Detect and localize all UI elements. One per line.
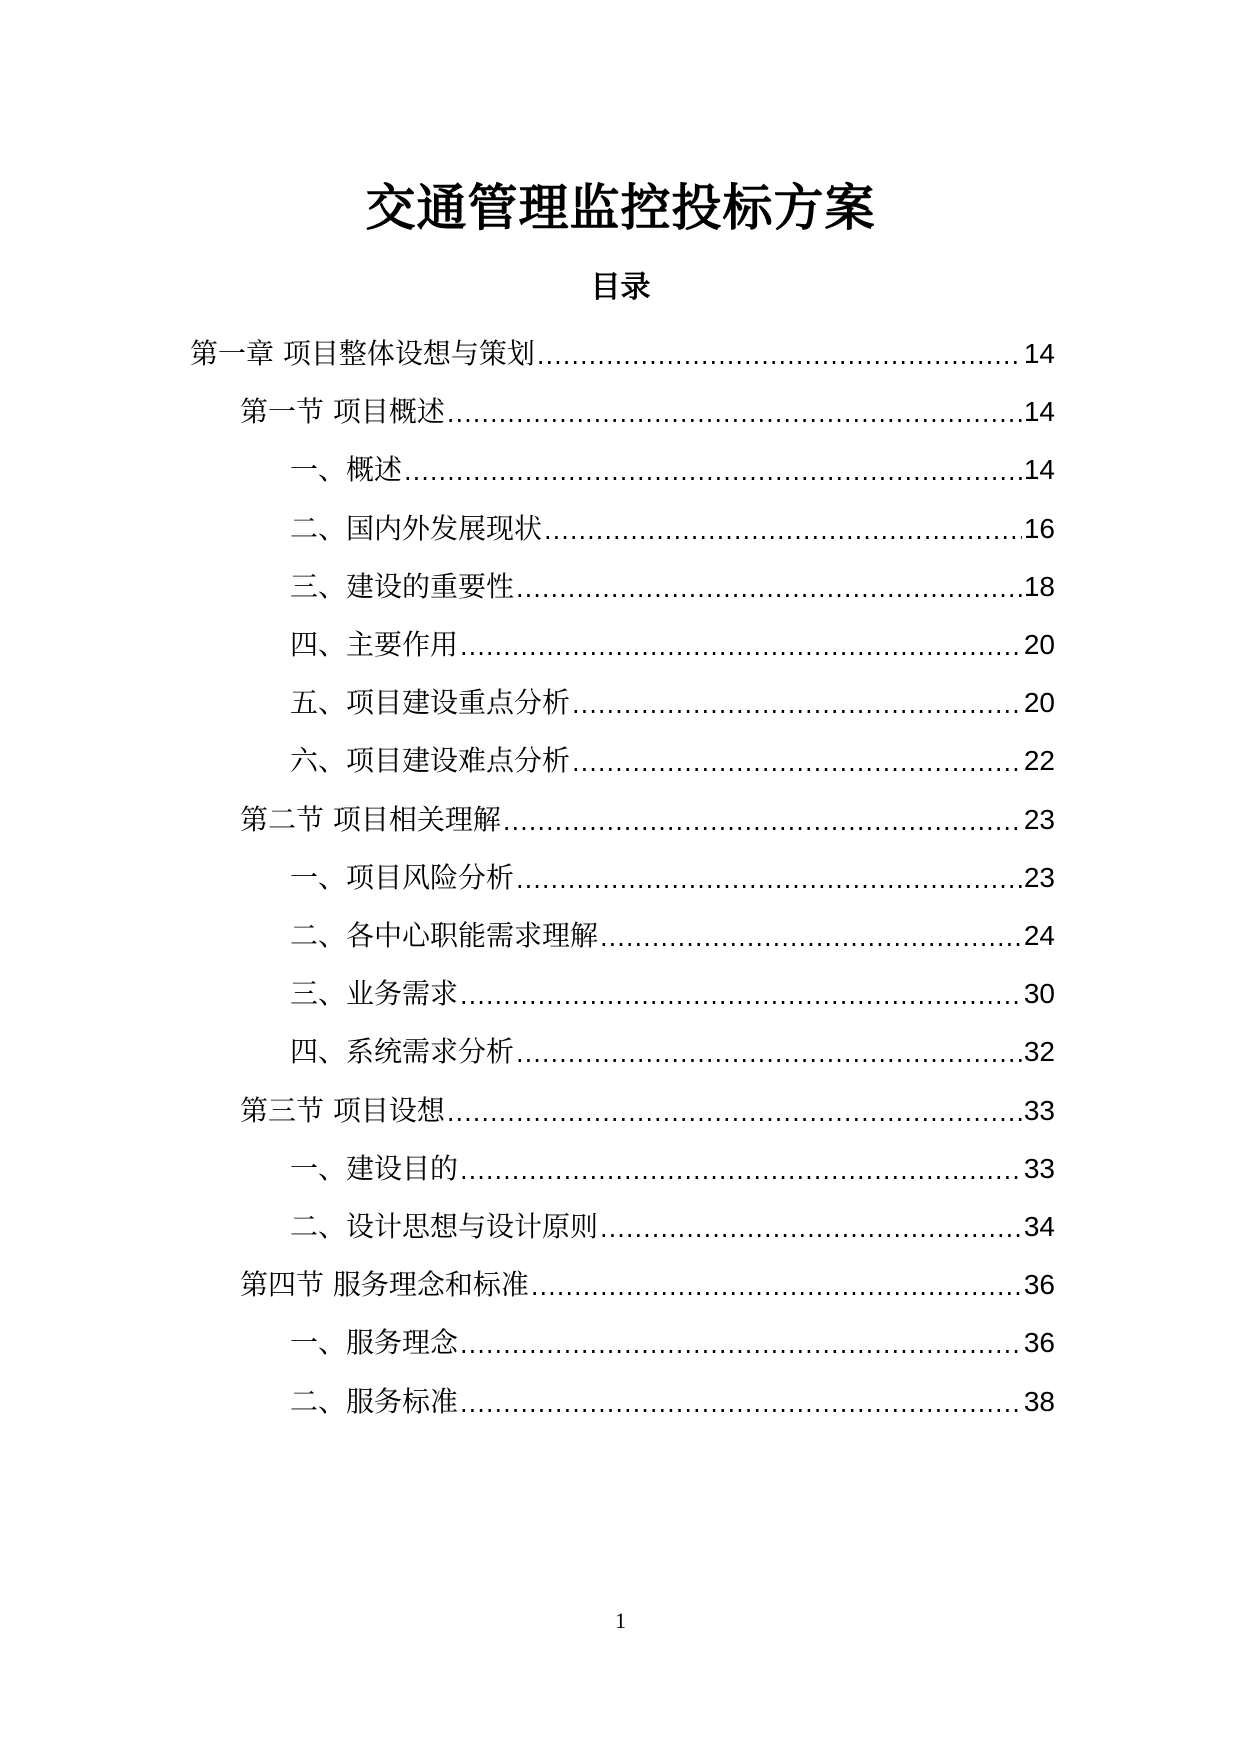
- toc-dot-leader: [516, 567, 1022, 607]
- toc-entry-page: 23: [1023, 861, 1055, 893]
- toc-dot-leader: [544, 509, 1022, 549]
- toc-dot-leader: [460, 1323, 1022, 1363]
- toc-dot-leader: [503, 800, 1022, 840]
- toc-entry-title: 三、建设的重要性: [290, 569, 515, 603]
- toc-entry[interactable]: [290, 1203, 1055, 1247]
- toc-entry-title: 第一章 项目整体设想与策划: [190, 337, 535, 370]
- toc-entry[interactable]: [240, 1087, 1055, 1131]
- toc-entry-title: 第三节 项目设想: [240, 1093, 445, 1127]
- toc-entry-title: 四、系统需求分析: [290, 1035, 515, 1069]
- toc-entry-page: 14: [1023, 396, 1055, 428]
- toc-entry[interactable]: [290, 505, 1055, 549]
- toc-entry-page: 14: [1023, 338, 1055, 369]
- toc-entry-title: 二、设计思想与设计原则: [290, 1210, 599, 1243]
- toc-dot-leader: [460, 1149, 1022, 1189]
- page-number: 1: [615, 1608, 626, 1633]
- toc-entry-title: 二、服务标准: [290, 1384, 459, 1418]
- toc-dot-leader: [537, 334, 1022, 374]
- toc-dot-leader: [460, 974, 1022, 1014]
- toc-entry-page: 34: [1023, 1211, 1055, 1242]
- toc-dot-leader: [600, 1207, 1022, 1247]
- toc-entry[interactable]: [290, 621, 1055, 665]
- toc-entry-page: 32: [1023, 1036, 1055, 1068]
- toc-entry-page: 14: [1023, 454, 1055, 486]
- toc-entry-title: 第一节 项目概述: [240, 395, 445, 429]
- toc-entry-page: 36: [1023, 1327, 1055, 1359]
- toc-entry-page: 24: [1023, 920, 1055, 951]
- toc-dot-leader: [460, 625, 1022, 665]
- toc-entry-page: 30: [1023, 978, 1055, 1010]
- toc-entry-title: 一、建设目的: [290, 1151, 459, 1185]
- toc-entry-page: 33: [1023, 1152, 1055, 1184]
- toc-entry-title: 五、项目建设重点分析: [290, 686, 571, 720]
- toc-entry[interactable]: [290, 970, 1055, 1014]
- toc-entry[interactable]: [290, 737, 1055, 781]
- toc-dot-leader: [447, 392, 1022, 432]
- toc-entry-title: 二、国内外发展现状: [290, 511, 543, 545]
- toc-entry-page: 18: [1023, 570, 1055, 602]
- toc-entry[interactable]: [290, 1028, 1055, 1072]
- toc-entry-title: 六、项目建设难点分析: [290, 744, 571, 778]
- toc-entry-page: 20: [1023, 629, 1055, 660]
- toc-entry-title: 一、服务理念: [290, 1326, 459, 1360]
- toc-entry[interactable]: [190, 330, 1055, 374]
- toc-entry[interactable]: [290, 912, 1055, 956]
- toc-dot-leader: [600, 916, 1022, 956]
- toc-dot-leader: [460, 1382, 1022, 1422]
- toc-entry-page: 23: [1023, 803, 1055, 835]
- toc-entry-title: 一、概述: [290, 453, 403, 487]
- toc-dot-leader: [531, 1265, 1022, 1305]
- toc-entry[interactable]: [240, 388, 1055, 432]
- toc-dot-leader: [447, 1091, 1022, 1131]
- toc-entry-title: 三、业务需求: [290, 977, 459, 1011]
- toc-entry-page: 22: [1023, 745, 1055, 777]
- toc-dot-leader: [572, 683, 1022, 723]
- toc-entry-page: 16: [1023, 512, 1055, 544]
- toc-entry[interactable]: [290, 1378, 1055, 1422]
- toc-entry[interactable]: [290, 1319, 1055, 1363]
- toc-dot-leader: [516, 858, 1022, 898]
- toc-entry[interactable]: [290, 854, 1055, 898]
- toc-entry[interactable]: [290, 563, 1055, 607]
- document-title: 交通管理监控投标方案: [365, 179, 876, 237]
- toc-entry-page: 36: [1023, 1269, 1055, 1301]
- toc-entry[interactable]: [290, 446, 1055, 490]
- toc-heading: 目录: [590, 270, 651, 305]
- toc-entry-title: 一、项目风险分析: [290, 860, 515, 894]
- toc-dot-leader: [572, 741, 1022, 781]
- toc-entry-page: 38: [1023, 1385, 1055, 1417]
- toc-entry-title: 第四节 服务理念和标准: [240, 1268, 529, 1302]
- toc-dot-leader: [404, 450, 1022, 490]
- toc-entry-title: 二、各中心职能需求理解: [290, 919, 599, 952]
- toc-entry-title: 四、主要作用: [290, 628, 459, 661]
- toc-entry-page: 33: [1023, 1094, 1055, 1126]
- toc-entry[interactable]: [240, 796, 1055, 840]
- toc-dot-leader: [516, 1032, 1022, 1072]
- toc-entry[interactable]: [240, 1261, 1055, 1305]
- toc-entry[interactable]: [290, 679, 1055, 723]
- toc-entry[interactable]: [290, 1145, 1055, 1189]
- toc-entry-title: 第二节 项目相关理解: [240, 802, 501, 836]
- toc-entry-page: 20: [1023, 687, 1055, 719]
